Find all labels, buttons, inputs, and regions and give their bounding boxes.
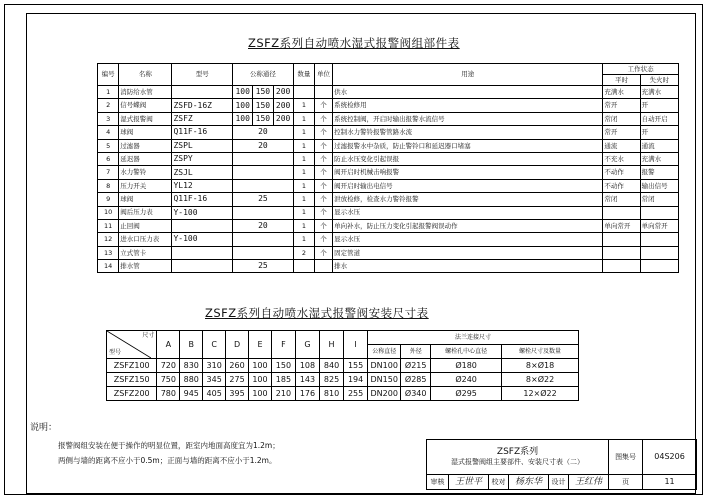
dn-value: [233, 152, 294, 165]
dim-value: 830: [180, 359, 203, 373]
flange-header: 法兰连接尺寸: [368, 331, 579, 345]
dim-value: 143: [295, 373, 319, 387]
state-fire: [640, 260, 678, 273]
part-quantity: [293, 260, 314, 273]
header-fire: 失火时: [640, 75, 678, 86]
part-model: Y-100: [172, 233, 233, 246]
header-model: 型号: [172, 64, 233, 86]
part-model: Y-100: [172, 206, 233, 219]
part-unit: [315, 260, 333, 273]
dn-value: 100: [233, 99, 253, 112]
part-name: 球阀: [119, 193, 172, 206]
header-no: 编号: [98, 64, 119, 86]
row-number: 1: [98, 86, 119, 99]
flange-value: Ø240: [431, 373, 502, 387]
part-quantity: 1: [293, 206, 314, 219]
drawing-subtitle: 湿式报警阀组主要部件、安装尺寸表（二）: [451, 458, 585, 467]
part-model: ZSFD-16Z: [172, 99, 233, 112]
notes-title: 说明：: [30, 423, 58, 433]
part-use: 阀开启时输出电信号: [333, 179, 603, 192]
state-fire: [640, 233, 678, 246]
state-normal: 单向常开: [603, 219, 640, 232]
dim-value: 345: [203, 373, 226, 387]
row-number: 10: [98, 206, 119, 219]
dim-value: 720: [157, 359, 180, 373]
dim-letter-d: D: [226, 331, 249, 359]
state-fire: [640, 246, 678, 259]
check-signature: 杨东华: [509, 475, 549, 490]
table-row: [98, 112, 679, 125]
table-row: [98, 126, 679, 139]
part-use: 过滤报警水中杂质，防止警铃口和延迟器口堵塞: [333, 139, 603, 152]
dim-letter-h: H: [320, 331, 344, 359]
part-model: Q11F-16: [172, 193, 233, 206]
part-quantity: 1: [293, 126, 314, 139]
part-quantity: 1: [293, 233, 314, 246]
part-name: 消防给水管: [119, 86, 172, 99]
header-dn: 公称通径: [233, 64, 294, 86]
flange-value: 12×Ø22: [502, 387, 579, 401]
state-normal: 不动作: [603, 179, 640, 192]
dim-letter-f: F: [271, 331, 295, 359]
dim-value: 210: [271, 387, 295, 401]
flange-value: DN100: [368, 359, 401, 373]
flange-value: 8×Ø18: [502, 359, 579, 373]
part-model: ZSFZ: [172, 112, 233, 125]
dn-value: [233, 166, 294, 179]
part-model: [172, 219, 233, 232]
part-use: 供水: [333, 86, 603, 99]
valve-model: ZSFZ150: [107, 373, 157, 387]
part-unit: 个: [315, 99, 333, 112]
row-number: 7: [98, 166, 119, 179]
flange-col-dn: 公称直径: [368, 345, 401, 359]
header-name: 名称: [119, 64, 172, 86]
table-row: [98, 99, 679, 112]
flange-value: Ø285: [401, 373, 431, 387]
dn-value: 200: [273, 112, 293, 125]
part-model: ZSPL: [172, 139, 233, 152]
dim-value: 840: [320, 359, 344, 373]
dim-letter-c: C: [203, 331, 226, 359]
part-name: 球阀: [119, 126, 172, 139]
dim-value: 405: [203, 387, 226, 401]
dim-value: 100: [249, 387, 272, 401]
part-unit: 个: [315, 246, 333, 259]
table-row: [107, 387, 579, 401]
part-unit: 个: [315, 233, 333, 246]
dim-value: 750: [157, 373, 180, 387]
part-unit: 个: [315, 179, 333, 192]
flange-value: Ø340: [401, 387, 431, 401]
dn-value: [233, 206, 294, 219]
dn-value: 150: [253, 112, 273, 125]
valve-model: ZSFZ100: [107, 359, 157, 373]
part-use: 显示水压: [333, 206, 603, 219]
part-quantity: 1: [293, 139, 314, 152]
table-row: [98, 152, 679, 165]
part-use: 固定管道: [333, 246, 603, 259]
part-use: 系统控制阀，开启时输出报警水流信号: [333, 112, 603, 125]
dim-letter-i: I: [344, 331, 368, 359]
part-model: ZSPY: [172, 152, 233, 165]
dn-value: 100: [233, 112, 253, 125]
part-name: 信号蝶阀: [119, 99, 172, 112]
table-row: [98, 219, 679, 232]
state-fire: 自动开启: [640, 112, 678, 125]
parts-table: [97, 63, 679, 273]
dn-value: [233, 246, 294, 259]
dim-value: 108: [295, 359, 319, 373]
row-number: 4: [98, 126, 119, 139]
dim-value: 194: [344, 373, 368, 387]
title-block-table: [426, 439, 697, 490]
part-use: 系统检修用: [333, 99, 603, 112]
part-quantity: 1: [293, 112, 314, 125]
review-signature: 王世平: [449, 475, 489, 490]
valve-model: ZSFZ200: [107, 387, 157, 401]
flange-value: DN150: [368, 373, 401, 387]
state-normal: 常开: [603, 99, 640, 112]
state-fire: 报警: [640, 166, 678, 179]
flange-value: DN200: [368, 387, 401, 401]
dim-value: 155: [344, 359, 368, 373]
dn-value: 150: [253, 86, 273, 99]
header-normal: 平时: [603, 75, 640, 86]
header-state: 工作状态: [603, 64, 679, 75]
row-number: 6: [98, 152, 119, 165]
table-row: [98, 179, 679, 192]
part-name: 压力开关: [119, 179, 172, 192]
part-quantity: 1: [293, 193, 314, 206]
part-model: Q11F-16: [172, 126, 233, 139]
part-name: 过滤器: [119, 139, 172, 152]
row-number: 3: [98, 112, 119, 125]
part-name: 排水管: [119, 260, 172, 273]
dim-value: 176: [295, 387, 319, 401]
dim-value: 825: [320, 373, 344, 387]
dn-value: 20: [233, 126, 294, 139]
part-unit: 个: [315, 112, 333, 125]
header-qty: 数量: [293, 64, 314, 86]
row-number: 9: [98, 193, 119, 206]
state-fire: 单向常开: [640, 219, 678, 232]
table-row: [98, 206, 679, 219]
page-number: 11: [643, 475, 697, 490]
dn-value: 25: [233, 260, 294, 273]
dim-value: 150: [271, 359, 295, 373]
dim-value: 945: [180, 387, 203, 401]
review-label: 审核: [427, 475, 449, 490]
corner-bottom-label: 型号: [109, 349, 122, 356]
part-name: 湿式报警阀: [119, 112, 172, 125]
dn-value: 200: [273, 86, 293, 99]
part-use: 单向补水，防止压力变化引起报警阀误动作: [333, 219, 603, 232]
part-use: 显示水压: [333, 233, 603, 246]
part-unit: 个: [315, 126, 333, 139]
dn-value: 150: [253, 99, 273, 112]
part-unit: [315, 86, 333, 99]
part-use: 防止水压变化引起误报: [333, 152, 603, 165]
state-fire: 充满水: [640, 86, 678, 99]
check-label: 校对: [489, 475, 509, 490]
table-row: [98, 166, 679, 179]
row-number: 12: [98, 233, 119, 246]
dim-value: 100: [249, 373, 272, 387]
table-row: [98, 246, 679, 259]
atlas-label: 图集号: [609, 440, 643, 475]
dn-value: 100: [233, 86, 253, 99]
part-quantity: 2: [293, 246, 314, 259]
drawing-title-cell: [427, 440, 609, 475]
part-use: 泄放检修，检查水力警铃报警: [333, 193, 603, 206]
state-normal: 不动作: [603, 166, 640, 179]
design-label: 设计: [549, 475, 569, 490]
header-use: 用途: [333, 64, 603, 86]
corner-top-label: 尺寸: [142, 332, 155, 339]
parts-table-title: ZSFZ系列自动喷水湿式报警阀组部件表: [248, 36, 460, 50]
dim-letter-e: E: [249, 331, 272, 359]
dn-value: 20: [233, 219, 294, 232]
dn-value: 25: [233, 193, 294, 206]
row-number: 14: [98, 260, 119, 273]
state-normal: 充满水: [603, 86, 640, 99]
dn-value: 200: [273, 99, 293, 112]
part-name: 进水口压力表: [119, 233, 172, 246]
part-unit: 个: [315, 166, 333, 179]
part-name: 止回阀: [119, 219, 172, 232]
state-normal: [603, 233, 640, 246]
part-unit: 个: [315, 152, 333, 165]
row-number: 13: [98, 246, 119, 259]
part-quantity: 1: [293, 152, 314, 165]
dn-value: [233, 233, 294, 246]
dim-value: 310: [203, 359, 226, 373]
state-normal: [603, 246, 640, 259]
state-fire: 开: [640, 126, 678, 139]
part-quantity: [293, 86, 314, 99]
flange-value: Ø295: [431, 387, 502, 401]
part-name: 延迟器: [119, 152, 172, 165]
dim-value: 260: [226, 359, 249, 373]
table-row: [98, 139, 679, 152]
table-row: [98, 260, 679, 273]
part-use: 排水: [333, 260, 603, 273]
state-normal: [603, 260, 640, 273]
part-unit: 个: [315, 206, 333, 219]
part-quantity: 1: [293, 179, 314, 192]
part-model: ZSJL: [172, 166, 233, 179]
flange-col-od: 外径: [401, 345, 431, 359]
part-quantity: 1: [293, 99, 314, 112]
part-unit: 个: [315, 139, 333, 152]
dim-value: 275: [226, 373, 249, 387]
dn-value: 20: [233, 139, 294, 152]
row-number: 8: [98, 179, 119, 192]
part-unit: 个: [315, 193, 333, 206]
part-model: [172, 260, 233, 273]
part-model: YL12: [172, 179, 233, 192]
state-fire: 开: [640, 99, 678, 112]
state-normal: [603, 206, 640, 219]
state-fire: [640, 206, 678, 219]
dim-letter-a: A: [157, 331, 180, 359]
drawing-series: ZSFZ系列: [496, 447, 539, 458]
row-number: 5: [98, 139, 119, 152]
atlas-number: 04S206: [643, 440, 697, 475]
dims-table: [106, 330, 579, 401]
row-number: 11: [98, 219, 119, 232]
dim-value: 880: [180, 373, 203, 387]
state-normal: 常开: [603, 126, 640, 139]
table-row: [107, 373, 579, 387]
flange-value: 8×Ø22: [502, 373, 579, 387]
dim-value: 255: [344, 387, 368, 401]
state-fire: 通流: [640, 139, 678, 152]
table-row: [98, 86, 679, 99]
dn-value: [233, 179, 294, 192]
state-normal: 常闭: [603, 112, 640, 125]
dims-table-title: ZSFZ系列自动喷水湿式报警阀安装尺寸表: [205, 306, 429, 320]
state-normal: 通流: [603, 139, 640, 152]
part-model: [172, 246, 233, 259]
dim-value: 395: [226, 387, 249, 401]
part-name: 立式管卡: [119, 246, 172, 259]
table-row: [98, 193, 679, 206]
part-name: 阀后压力表: [119, 206, 172, 219]
dims-corner-cell: [107, 331, 157, 359]
title-block: [426, 439, 696, 493]
state-fire: 常闭: [640, 193, 678, 206]
header-unit: 单位: [315, 64, 333, 86]
table-row: [107, 359, 579, 373]
flange-value: Ø215: [401, 359, 431, 373]
table-row: [98, 233, 679, 246]
design-signature: 王红伟: [569, 475, 609, 490]
part-unit: 个: [315, 219, 333, 232]
part-use: 控制水力警铃报警管路水流: [333, 126, 603, 139]
dim-value: 185: [271, 373, 295, 387]
part-quantity: 1: [293, 219, 314, 232]
dim-value: 780: [157, 387, 180, 401]
state-normal: 不充水: [603, 152, 640, 165]
part-use: 阀开启时机械击响报警: [333, 166, 603, 179]
state-fire: 充满水: [640, 152, 678, 165]
state-normal: 常闭: [603, 193, 640, 206]
page-label: 页: [609, 475, 643, 490]
dim-letter-b: B: [180, 331, 203, 359]
dim-letter-g: G: [295, 331, 319, 359]
dim-value: 810: [320, 387, 344, 401]
state-fire: 输出信号: [640, 179, 678, 192]
part-quantity: 1: [293, 166, 314, 179]
part-name: 水力警铃: [119, 166, 172, 179]
part-model: [172, 86, 233, 99]
row-number: 2: [98, 99, 119, 112]
flange-col-bolts: 螺栓尺寸及数量: [502, 345, 579, 359]
flange-value: Ø180: [431, 359, 502, 373]
note-line-2: 两侧与墙的距离不应小于0.5m；正面与墙的距离不应小于1.2m。: [58, 456, 277, 465]
dim-value: 100: [249, 359, 272, 373]
flange-col-bolt-circle: 螺栓孔中心直径: [431, 345, 502, 359]
note-line-1: 报警阀组安装在便于操作的明显位置，距室内地面高度宜为1.2m；: [58, 441, 280, 450]
